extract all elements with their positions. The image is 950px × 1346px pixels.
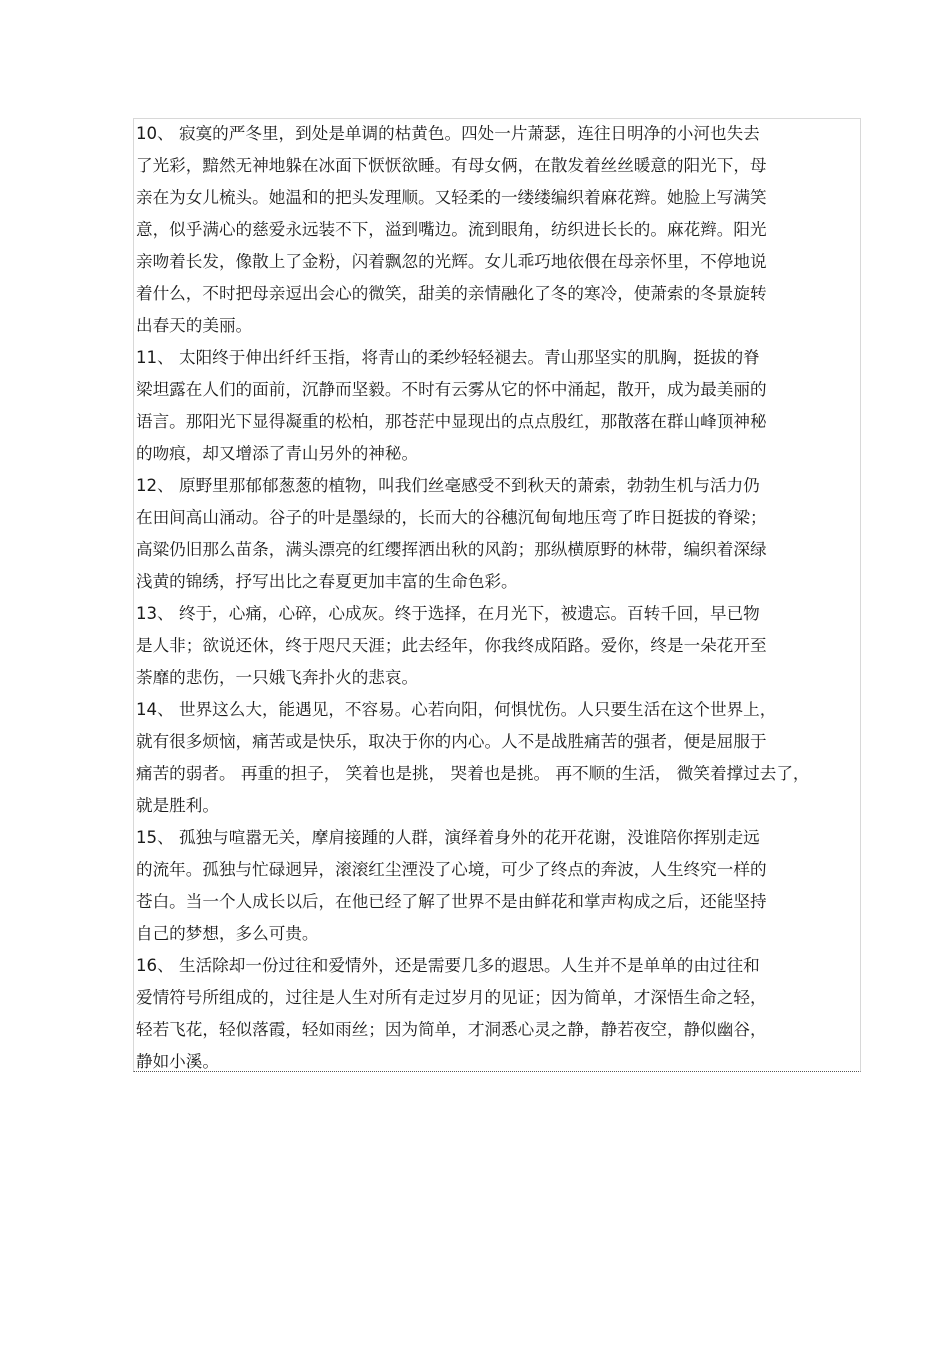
paragraph-15-line: 15、 孤独与喧嚣无关，摩肩接踵的人群，演绎着身外的花开花谢，没谁陪你挥别走远 bbox=[136, 828, 760, 847]
paragraph-16-line: 爱情符号所组成的，过往是人生对所有走过岁月的见证；因为简单，才深悟生命之轻， bbox=[136, 988, 767, 1007]
paragraph-15-line: 自己的梦想，多么可贵。 bbox=[136, 924, 319, 943]
paragraph-13-line: 荼靡的悲伤，一只娥飞奔扑火的悲哀。 bbox=[136, 668, 419, 687]
paragraph-11-line: 的吻痕，却又增添了青山另外的神秘。 bbox=[136, 444, 419, 463]
paragraph-10-line: 出春天的美丽。 bbox=[136, 316, 253, 335]
paragraph-15-line: 的流年。孤独与忙碌迥异，滚滚红尘湮没了心境，可少了终点的奔波，人生终究一样的 bbox=[136, 860, 767, 879]
paragraph-10-line: 意，似乎满心的慈爱永远装不下，溢到嘴边。流到眼角，纺织进长长的。麻花辫。阳光 bbox=[136, 220, 767, 239]
paragraph-11-line: 11、 太阳终于伸出纤纤玉指，将青山的柔纱轻轻褪去。青山那坚实的肌胸，挺拔的脊 bbox=[136, 348, 760, 367]
paragraph-12-line: 在田间高山涌动。谷子的叶是墨绿的，长而大的谷穗沉甸甸地压弯了昨日挺拔的脊梁； bbox=[136, 508, 767, 527]
paragraph-16-line: 静如小溪。 bbox=[136, 1052, 219, 1071]
paragraph-10-line: 了光彩，黯然无神地躲在冰面下恹恹欲睡。有母女俩，在散发着丝丝暖意的阳光下，母 bbox=[136, 156, 767, 175]
paragraph-11-line: 梁坦露在人们的面前，沉静而坚毅。不时有云雾从它的怀中涌起，散开，成为最美丽的 bbox=[136, 380, 767, 399]
paragraph-10-line: 10、 寂寞的严冬里，到处是单调的枯黄色。四处一片萧瑟，连往日明净的小河也失去 bbox=[136, 124, 760, 143]
paragraph-12-line: 浅黄的锦绣，抒写出比之春夏更加丰富的生命色彩。 bbox=[136, 572, 518, 591]
paragraph-10-line: 亲在为女儿梳头。她温和的把头发理顺。又轻柔的一缕缕编织着麻花辫。她脸上写满笑 bbox=[136, 188, 767, 207]
paragraph-15-line: 苍白。当一个人成长以后，在他已经了解了世界不是由鲜花和掌声构成之后，还能坚持 bbox=[136, 892, 767, 911]
paragraph-16-line: 16、 生活除却一份过往和爱情外，还是需要几多的遐思。人生并不是单单的由过往和 bbox=[136, 956, 760, 975]
paragraph-14-line: 就有很多烦恼，痛苦或是快乐，取决于你的内心。人不是战胜痛苦的强者，便是屈服于 bbox=[136, 732, 767, 751]
paragraph-16-line: 轻若飞花，轻似落霞，轻如雨丝；因为简单，才洞悉心灵之静，静若夜空，静似幽谷， bbox=[136, 1020, 767, 1039]
paragraph-13-line: 是人非；欲说还休，终于咫尺天涯；此去经年，你我终成陌路。爱你，终是一朵花开至 bbox=[136, 636, 767, 655]
paragraph-14-line: 14、 世界这么大，能遇见，不容易。心若向阳，何惧忧伤。人只要生活在这个世界上， bbox=[136, 700, 777, 719]
paragraph-10-line: 着什么，不时把母亲逗出会心的微笑，甜美的亲情融化了冬的寒冷，使萧索的冬景旋转 bbox=[136, 284, 767, 303]
paragraph-11-line: 语言。那阳光下显得凝重的松柏，那苍茫中显现出的点点殷红，那散落在群山峰顶神秘 bbox=[136, 412, 767, 431]
paragraph-12-line: 高粱仍旧那么苗条，满头漂亮的红缨挥洒出秋的风韵；那纵横原野的林带，编织着深绿 bbox=[136, 540, 767, 559]
paragraph-13-line: 13、 终于，心痛，心碎，心成灰。终于选择，在月光下，被遗忘。百转千回，早已物 bbox=[136, 604, 760, 623]
paragraph-10-line: 亲吻着长发，像散上了金粉，闪着飘忽的光辉。女儿乖巧地依偎在母亲怀里，不停地说 bbox=[136, 252, 767, 271]
paragraph-12-line: 12、 原野里那郁郁葱葱的植物，叫我们丝毫感受不到秋天的萧索，勃勃生机与活力仍 bbox=[136, 476, 760, 495]
paragraph-14-line: 就是胜利。 bbox=[136, 796, 219, 815]
paragraph-14-line: 痛苦的弱者。 再重的担子， 笑着也是挑， 哭着也是挑。 再不顺的生活， 微笑着撑过去了， bbox=[136, 764, 810, 783]
